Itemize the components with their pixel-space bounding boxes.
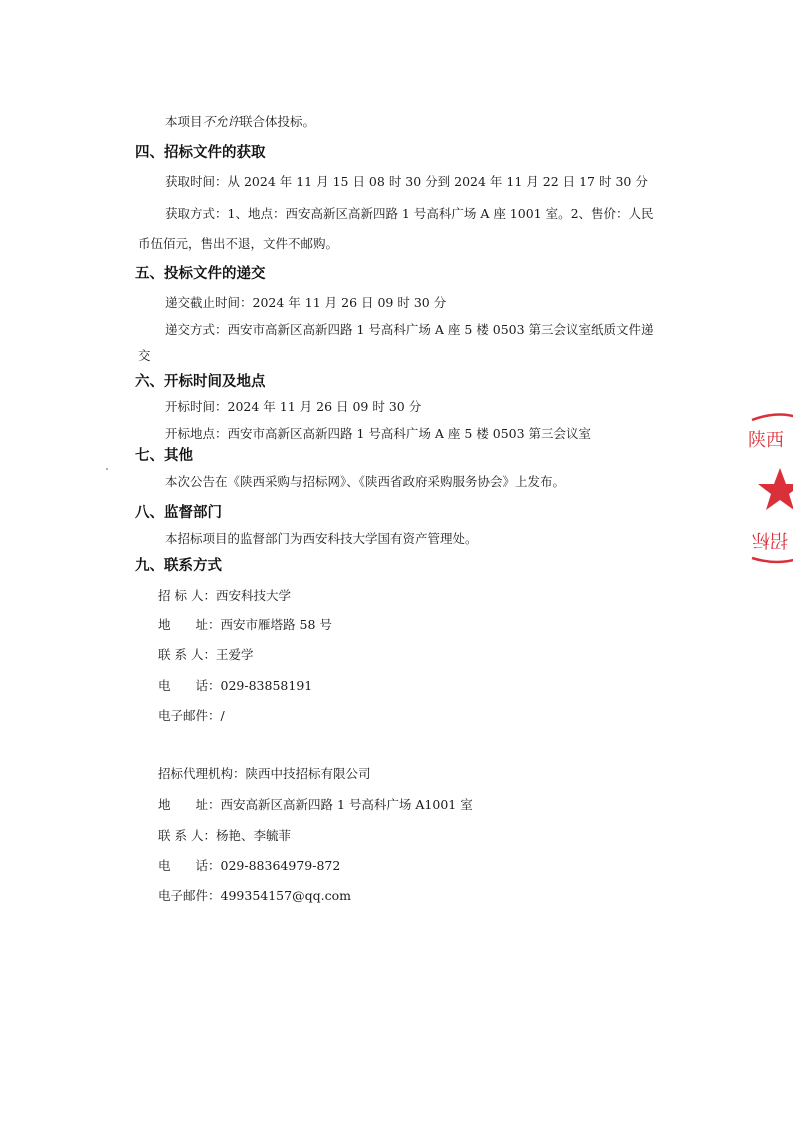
agency-name-label: 招标代理机构： bbox=[158, 766, 246, 781]
s4-acquire-time: 获取时间：从 2024 年 11 月 15 日 08 时 30 分到 2024 年 11 月 22 日 17 时 30 分 bbox=[165, 174, 648, 189]
agency-phone-label: 电 话： bbox=[158, 858, 221, 873]
buyer-address-label: 地 址： bbox=[158, 617, 221, 632]
seal-graphic bbox=[738, 408, 793, 568]
agency-address-value: 西安高新区高新四路 1 号高科广场 A1001 室 bbox=[220, 797, 473, 812]
buyer-contact-row bbox=[158, 645, 253, 663]
buyer-name-value: 西安科技大学 bbox=[215, 588, 291, 603]
s6-open-time: 开标时间：2024 年 11 月 26 日 09 时 30 分 bbox=[165, 399, 422, 414]
agency-email-value: 499354157@qq.com bbox=[220, 888, 351, 903]
buyer-phone-value: 029-83858191 bbox=[220, 678, 313, 693]
buyer-address-value: 西安市雁塔路 58 号 bbox=[220, 617, 332, 632]
seal-text-bottom: 招标 bbox=[752, 529, 788, 550]
buyer-email-label: 电子邮件： bbox=[158, 708, 221, 723]
seal-text-top: 陕西 bbox=[748, 430, 784, 451]
agency-contact-row bbox=[158, 826, 291, 844]
section-8-heading: 八、监督部门 bbox=[135, 505, 222, 521]
section-5-heading: 五、投标文件的递交 bbox=[135, 266, 266, 282]
section-4-heading: 四、招标文件的获取 bbox=[135, 145, 266, 161]
intro-prefix: 本项目 bbox=[165, 114, 203, 129]
s8-text: 本招标项目的监督部门为西安科技大学国有资产管理处。 bbox=[165, 531, 478, 546]
s5-deadline: 递交截止时间：2024 年 11 月 26 日 09 时 30 分 bbox=[165, 295, 447, 310]
buyer-address-row bbox=[158, 615, 332, 633]
s7-text: 本次公告在《陕西采购与招标网》、《陕西省政府采购服务协会》上发布。 bbox=[165, 474, 566, 489]
agency-contact-value: 杨艳、李毓菲 bbox=[215, 828, 291, 843]
agency-email-label: 电子邮件： bbox=[158, 888, 221, 903]
agency-name-value: 陕西中技招标有限公司 bbox=[245, 766, 371, 781]
s4-acquire-method-line2: 币伍佰元，售出不退，文件不邮购。 bbox=[138, 236, 339, 251]
buyer-phone-label: 电 话： bbox=[158, 678, 221, 693]
s5-method-line2: 交 bbox=[138, 348, 151, 363]
buyer-contact-label: 联 系 人： bbox=[158, 647, 216, 662]
seal-stamp bbox=[738, 408, 793, 568]
buyer-email-value: / bbox=[220, 708, 225, 723]
agency-address-label: 地 址： bbox=[158, 797, 221, 812]
section-9-heading: 九、联系方式 bbox=[135, 558, 222, 574]
buyer-email-row bbox=[158, 706, 225, 724]
s5-method-line1: 递交方式：西安市高新区高新四路 1 号高科广场 A 座 5 楼 0503 第三会议室纸质文件递 bbox=[165, 322, 654, 337]
buyer-name-row bbox=[158, 586, 291, 604]
intro-line bbox=[165, 112, 315, 130]
section-6-heading: 六、开标时间及地点 bbox=[135, 374, 266, 390]
agency-email-row bbox=[158, 886, 351, 904]
agency-name-row bbox=[158, 764, 371, 782]
s4-acquire-method-line1: 获取方式：1、地点：西安高新区高新四路 1 号高科广场 A 座 1001 室。2、售价：人民 bbox=[165, 206, 654, 221]
buyer-name-label: 招 标 人： bbox=[158, 588, 216, 603]
section-7-heading: 七、其他 bbox=[135, 448, 193, 464]
buyer-phone-row bbox=[158, 676, 312, 694]
s6-open-place: 开标地点：西安市高新区高新四路 1 号高科广场 A 座 5 楼 0503 第三会议室 bbox=[165, 426, 592, 441]
agency-contact-label: 联 系 人： bbox=[158, 828, 216, 843]
agency-address-row bbox=[158, 795, 473, 813]
intro-emphasis: 不允许 bbox=[202, 114, 241, 129]
agency-phone-row bbox=[158, 856, 340, 874]
intro-suffix: 联合体投标。 bbox=[240, 114, 316, 129]
margin-dot bbox=[106, 468, 108, 470]
buyer-contact-value: 王爱学 bbox=[215, 647, 254, 662]
agency-phone-value: 029-88364979-872 bbox=[220, 858, 341, 873]
